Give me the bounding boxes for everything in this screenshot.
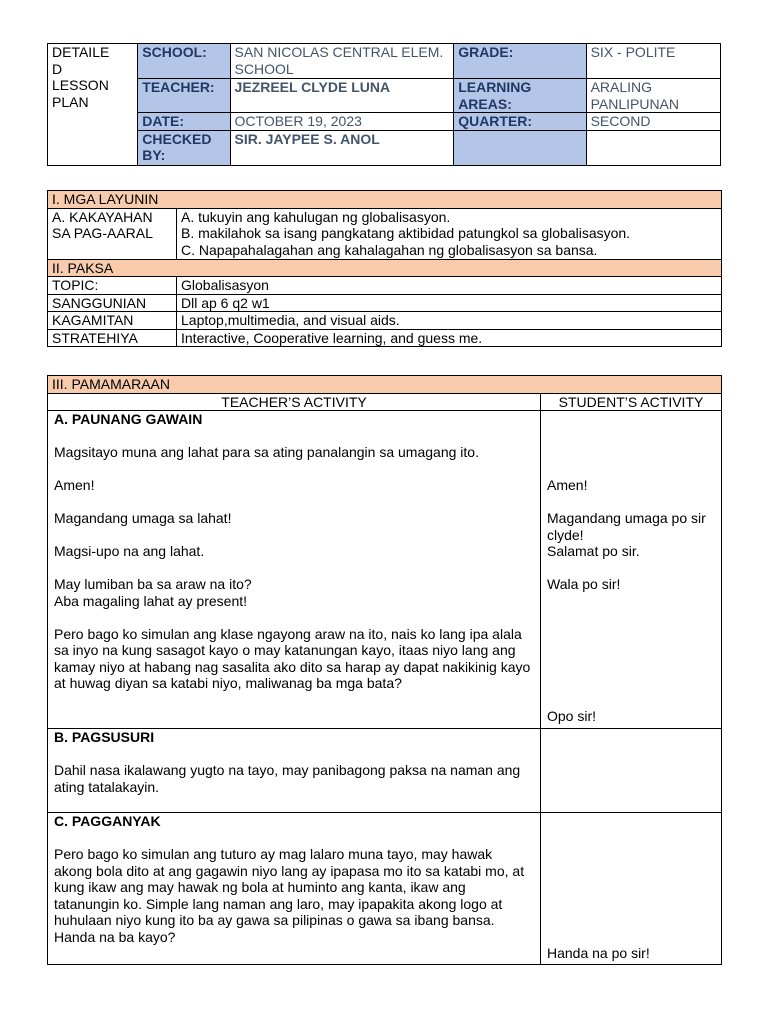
quarter-label: QUARTER: [454, 113, 586, 131]
quarter-value: SECOND [586, 113, 720, 131]
checked-by-value: SIR. JAYPEE S. ANOL [230, 130, 454, 165]
grade-label: GRADE: [454, 44, 586, 79]
objectives-table [47, 190, 722, 347]
date-value: OCTOBER 19, 2023 [230, 113, 454, 131]
teacher-activity-text: Magsitayo muna ang lahat para sa ating panalangin sa umagang ito. Amen! Magandang umaga sa lahat! Magsi-upo na ang lahat. May lumiban ba sa araw na ito? Aba magaling lahat ay present! Pero bago ko simulan ang klase ngayong araw na ito, nais ko lang ipa alala sa inyo na kung sasagot kayo o may katanungan kayo, itaas niyo lang ang kamay niyo at habang nag sasalita ako dito sa harap ay dapat nakikinig kayo at huwag diyan sa katabi niyo, maliwanag ba mga bata? [54, 444, 531, 691]
student-activity-cell [541, 813, 722, 965]
student-activity-cell [541, 729, 722, 813]
school-value: SAN NICOLAS CENTRAL ELEM. SCHOOL [230, 44, 454, 79]
checked-by-label: CHECKED BY: [138, 130, 230, 165]
reference-label: SANGGUNIAN [48, 294, 177, 312]
learning-areas-label: LEARNING AREAS: [454, 79, 586, 113]
student-activity-text: Amen! Magandang umaga po sir clyde! Salamat po sir. Wala po sir! Opo sir! [547, 477, 706, 724]
procedure-table [47, 375, 722, 965]
section-title: A. PAUNANG GAWAIN [54, 411, 203, 427]
grade-value: SIX - POLITE [586, 44, 720, 79]
objectives-heading: I. MGA LAYUNIN [48, 191, 722, 209]
student-activity-header: STUDENT’S ACTIVITY [541, 393, 722, 411]
teacher-activity-cell [48, 729, 541, 813]
empty-blue-cell [454, 130, 586, 165]
date-label: DATE: [138, 113, 230, 131]
header-table [47, 43, 721, 166]
objective-item: A. tukuyin ang kahulugan ng globalisasyon. [181, 208, 451, 225]
section-title: C. PAGGANYAK [54, 813, 161, 829]
objective-item: C. Napapahalagahan ang kahalagahan ng globalisasyon sa bansa. [181, 241, 598, 258]
strategy-label: STRATEHIYA [48, 329, 177, 347]
strategy-value: Interactive, Cooperative learning, and guess me. [177, 329, 722, 347]
empty-cell [586, 130, 720, 165]
teacher-activity-text: Dahil nasa ikalawang yugto na tayo, may panibagong paksa na naman ang ating tatalakayin. [54, 762, 521, 795]
reference-value: Dll ap 6 q2 w1 [177, 294, 722, 312]
objectives-list [177, 208, 722, 259]
materials-label: KAGAMITAN [48, 312, 177, 330]
teacher-value: JEZREEL CLYDE LUNA [230, 79, 454, 113]
materials-value: Laptop,multimedia, and visual aids. [177, 312, 722, 330]
school-label: SCHOOL: [138, 44, 230, 79]
procedure-heading: III. PAMAMARAAN [48, 376, 722, 394]
subject-heading: II. PAKSA [48, 259, 722, 277]
teacher-activity-header: TEACHER’S ACTIVITY [48, 393, 541, 411]
teacher-activity-cell [48, 813, 541, 965]
objective-item: B. makilahok sa isang pangkatang aktibidad patungkol sa globalisasyon. [181, 225, 631, 241]
teacher-label: TEACHER: [138, 79, 230, 113]
section-title: B. PAGSUSURI [54, 729, 155, 745]
student-activity-cell [541, 411, 722, 729]
topic-label: TOPIC: [48, 277, 177, 295]
student-activity-text: Handa na po sir! [547, 945, 650, 961]
teacher-activity-text: Pero bago ko simulan ang tuturo ay mag lalaro muna tayo, may hawak akong bola dito at ang gagawin niyo lang ay ipapasa mo ito sa katabi mo, at kung ikaw ang may hawak ng bola at huminto ang kanta, ikaw ang tatanungin ko. Simple lang naman ang laro, may ipapakita akong logo at huhulaan niyo kung ito ba ay gawa sa pilipinas o gawa sa ibang bansa. Handa na ba kayo? [54, 846, 525, 945]
learning-areas-value: ARALING PANLIPUNAN [586, 79, 720, 113]
skills-label: A. KAKAYAHAN SA PAG-AARAL [48, 208, 177, 259]
doc-type-label: DETAILE D LESSON PLAN [48, 44, 138, 166]
teacher-activity-cell [48, 411, 541, 729]
topic-value: Globalisasyon [177, 277, 722, 295]
